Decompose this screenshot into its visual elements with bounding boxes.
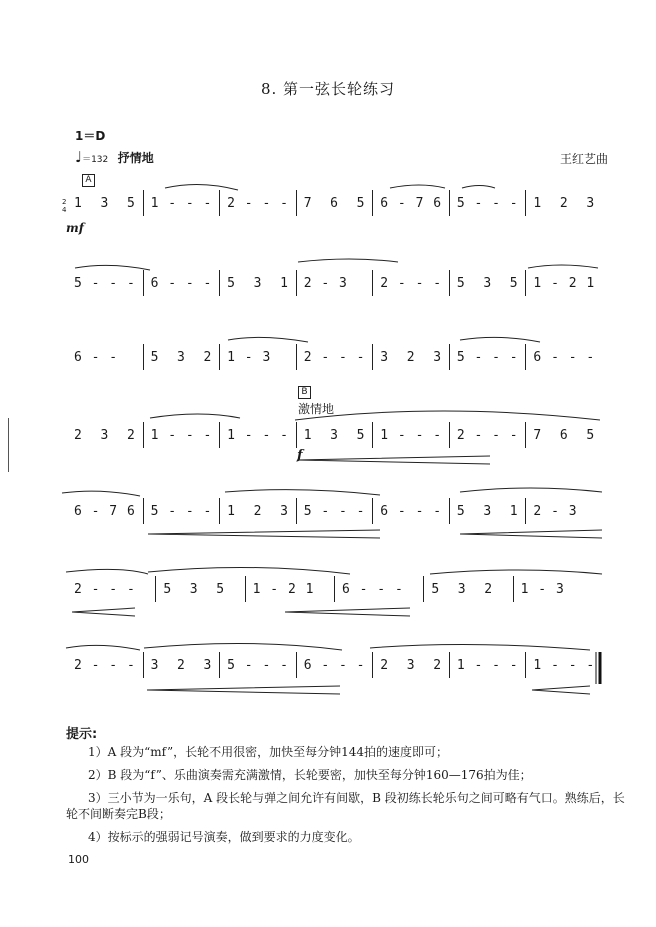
tie-arc <box>460 337 540 342</box>
measure: 5 3 1 <box>227 276 289 291</box>
tie-arc <box>298 259 398 262</box>
hairpin <box>147 686 340 694</box>
tie-arc <box>460 488 602 492</box>
measure: 2 3 2 <box>74 428 136 443</box>
measure: 5 3 5 <box>163 582 226 597</box>
hairpin <box>297 456 490 464</box>
time-signature-bottom: 4 <box>62 206 67 214</box>
hint-item: 4）按标示的强弱记号演奏，做到要求的力度变化。 <box>88 830 360 844</box>
measure: 1 - - - <box>150 428 213 443</box>
time-signature-top: 2 <box>62 198 67 206</box>
tie-arc <box>430 570 602 574</box>
tie-arc <box>225 490 380 495</box>
measure: 6 - 7 6 <box>380 196 443 211</box>
margin-mark <box>8 418 9 472</box>
measure: 5 - - - <box>456 350 519 365</box>
dynamic-mf: mf <box>66 221 84 235</box>
measure: 7 6 5 <box>533 428 596 443</box>
measure: 1 - - - <box>533 658 596 673</box>
composer-credit: 王红艺曲 <box>559 152 608 166</box>
measure: 2 - - - <box>74 658 136 673</box>
measure: 2 - - - <box>227 196 289 211</box>
key-signature: 1＝D <box>75 129 106 143</box>
measure: 5 - - - <box>456 196 519 211</box>
dynamic-f: f <box>297 448 303 463</box>
measure: 2 - - - <box>380 276 443 291</box>
measure: 1 - 3 <box>227 350 272 365</box>
tie-arc <box>150 414 240 418</box>
measure: 6 - 7 6 <box>74 504 136 519</box>
measure: 5 3 2 <box>431 582 494 597</box>
page-number: 100 <box>68 853 89 866</box>
measure: 2 - 3 <box>303 276 348 291</box>
measure: 3 2 3 <box>380 350 443 365</box>
measure: 2 - - - <box>303 350 366 365</box>
section-b-marker: B <box>298 386 311 399</box>
tie-arc <box>462 186 495 189</box>
hairpin <box>148 530 380 538</box>
measure: 5 - - - <box>303 504 366 519</box>
measure: 6 - - - <box>150 276 213 291</box>
tie-arc <box>228 337 308 342</box>
tie-arc <box>66 645 140 650</box>
measure: 5 3 5 <box>456 276 519 291</box>
measure: 6 - - - <box>533 350 596 365</box>
measure: 3 2 3 <box>150 658 213 673</box>
measure: 1 2 3 <box>533 196 596 211</box>
measure: 6 - - <box>74 350 119 365</box>
measure: 1 - 3 <box>520 582 565 597</box>
tie-arc <box>75 265 150 270</box>
measure: 1 - - - <box>227 428 289 443</box>
measure: 1 2 3 <box>227 504 289 519</box>
tie-arc <box>370 644 590 650</box>
measure: 5 3 2 <box>150 350 213 365</box>
expression-marking: 抒情地 <box>117 151 154 165</box>
tie-arc <box>62 491 140 496</box>
measure: 6 - - - <box>342 582 404 597</box>
measure: 5 3 1 <box>456 504 519 519</box>
hairpin <box>72 608 135 616</box>
measure: 5 - - - <box>227 658 289 673</box>
tie-arc <box>165 184 238 190</box>
measure: 6 - - - <box>303 658 366 673</box>
measure: 7 6 5 <box>303 196 366 211</box>
tempo-bpm: ＝132 <box>82 155 109 165</box>
tie-arc <box>390 185 445 188</box>
hint-item: 2）B 段为“f”、乐曲演奏需充满激情，长轮要密，加快至每分钟160—176拍为佳； <box>88 768 532 782</box>
tie-arc <box>295 411 600 420</box>
tie-arc <box>144 643 342 650</box>
hairpin <box>460 530 602 538</box>
hairpin <box>532 686 590 694</box>
measure: 1 - - - <box>150 196 213 211</box>
tie-arc <box>148 567 350 574</box>
quarter-note-icon: ♩ <box>75 148 83 166</box>
hints-title: 提示: <box>66 727 98 742</box>
measure: 2 - 3 <box>533 504 578 519</box>
measure: 5 - - - <box>150 504 213 519</box>
measure: 2 - - - <box>74 582 136 597</box>
measure: 1 3 5 <box>74 196 136 211</box>
measure: 2 - - - <box>456 428 519 443</box>
measure: 2 3 2 <box>380 658 443 673</box>
section-b-expression: 激情地 <box>298 402 335 416</box>
measure: 1 3 5 <box>303 428 366 443</box>
measure: 1 - 2 1 <box>533 276 596 291</box>
measure: 5 - - - <box>74 276 136 291</box>
page-title: 8. 第一弦长轮练习 <box>260 80 396 98</box>
measure: 1 - - - <box>380 428 443 443</box>
section-a-marker: A <box>82 174 95 187</box>
hint-item: 3）三小节为一乐句，A 段长轮与弹之间允许有间歇，B 段初练长轮乐句之间可略有气口。熟练后，长轮不间断奏完B段； <box>66 791 625 821</box>
hairpin <box>285 608 410 616</box>
measure: 1 - 2 1 <box>252 582 315 597</box>
tie-arc <box>66 569 148 574</box>
hint-item: 1）A 段为“mf”，长轮不用很密，加快至每分钟144拍的速度即可； <box>88 745 448 759</box>
measure: 6 - - - <box>380 504 443 519</box>
tie-arc <box>528 265 598 268</box>
measure: 1 - - - <box>456 658 519 673</box>
